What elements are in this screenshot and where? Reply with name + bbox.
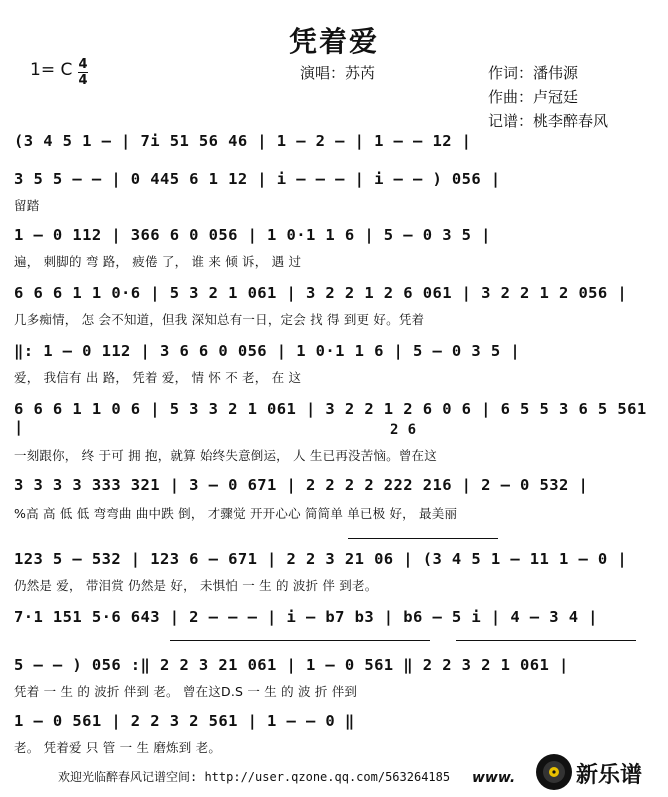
transcriber-credit: 记谱：桃李醉春风 [488,112,609,130]
lyrics-row-7: %高 高 低 低 弯弯曲 曲中跌 倒， 才骤觉 开开心心 简简单 单已极 好， 最美丽 [14,506,458,521]
lyrics-row-5: 爱， 我信有 出 路， 凭着 爱， 情 怀 不 老， 在 这 [14,370,302,385]
singer-credit: 演唱：苏芮 [300,64,376,82]
lyrics-row-4: 几多痴情， 怎 会不知道，但我 深知总有一日，定会 找 得 到更 好。凭着 [14,312,425,327]
lyrics-row-2: 留踏 [14,198,40,213]
notes-row-6: 6 6 6 1 1 0 6 | 5 3 3 2 1 061 | 3 2 2 1 2 6 0 6 | 6 5 5 3 6 5 561 | [14,400,647,436]
notes-row-9: 7·1 151 5·6 643 | 2 – – – | i – b7 b3 | b6 – 5 i | 4 – 3 4 | [14,608,598,626]
notes-row-11: 1 – 0 561 | 2 2 3 2 561 | 1 – – 0 ‖ [14,712,355,730]
lyrics-row-11: 老。 凭着爱 只 管 一 生 磨炼到 老。 [14,740,222,755]
time-signature [78,58,88,87]
lyrics-row-3: 遍， 刺脚的 弯 路， 疲倦 了， 谁 来 倾 诉， 遇 过 [14,254,302,269]
volta-bracket-1 [348,538,498,539]
logo-text: 新乐谱 [576,763,643,788]
time-signature-top: 4 [78,57,88,72]
notes-row-3: 1 – 0 112 | 366 6 0 056 | 1 0·1 1 6 | 5 – 0 3 5 | [14,226,491,244]
notes-row-2: 3 5 5 – – | 0 445 6 1 12 | i – – – | i – – ) 056 | [14,170,501,188]
notes-row-1: (3 4 5 1 – | 7i 51 56 46 | 1 – 2 – | 1 – – 12 | [14,132,472,150]
lyrics-row-8: 仍然是 爱， 带泪赏 仍然是 好， 未惧怕 一 生 的 波折 伴 到老。 [14,578,378,593]
overlay-notes-row-6: 2 6 [390,422,417,438]
composer-credit: 作曲：卢冠廷 [488,88,579,106]
footer-url: 欢迎光临醉春风记谱空间: http://user.qzone.qq.com/563264185 [58,770,451,784]
notes-row-4: 6 6 6 1 1 0·6 | 5 3 2 1 061 | 3 2 2 1 2 6 061 | 3 2 2 1 2 056 | [14,284,628,302]
volta-bracket-3 [456,640,636,641]
lyricist-credit: 作词：潘伟源 [488,64,579,82]
notes-row-8: 123 5 – 532 | 123 6 – 671 | 2 2 3 21 06 | (3 4 5 1 – 11 1 – 0 | [14,550,628,568]
lyrics-row-10: 凭着 一 生 的 波折 伴到 老。 曾在这D.S 一 生 的 波 折 伴到 [14,684,358,699]
volta-bracket-2 [170,640,430,641]
notes-row-5: ‖: 1 – 0 112 | 3 6 6 0 056 | 1 0·1 1 6 | 5 – 0 3 5 | [14,342,521,360]
lyrics-row-6: 一刻跟你， 终 于可 拥 抱，就算 始终失意倒运， 人 生已再没苦恼。曾在这 [14,448,437,463]
notes-row-7: 3 3 3 3 333 321 | 3 – 0 671 | 2 2 2 2 222 216 | 2 – 0 532 | [14,476,589,494]
key-signature: 1= C [30,60,73,80]
vinyl-record-icon [534,752,574,792]
time-signature-bottom: 4 [78,73,88,88]
notes-row-10: 5 – – ) 056 :‖ 2 2 3 21 061 | 1 – 0 561 ‖ 2 2 3 2 1 061 | [14,656,569,674]
watermark-text: www. [472,770,516,786]
song-title: 凭着爱 [288,25,379,58]
